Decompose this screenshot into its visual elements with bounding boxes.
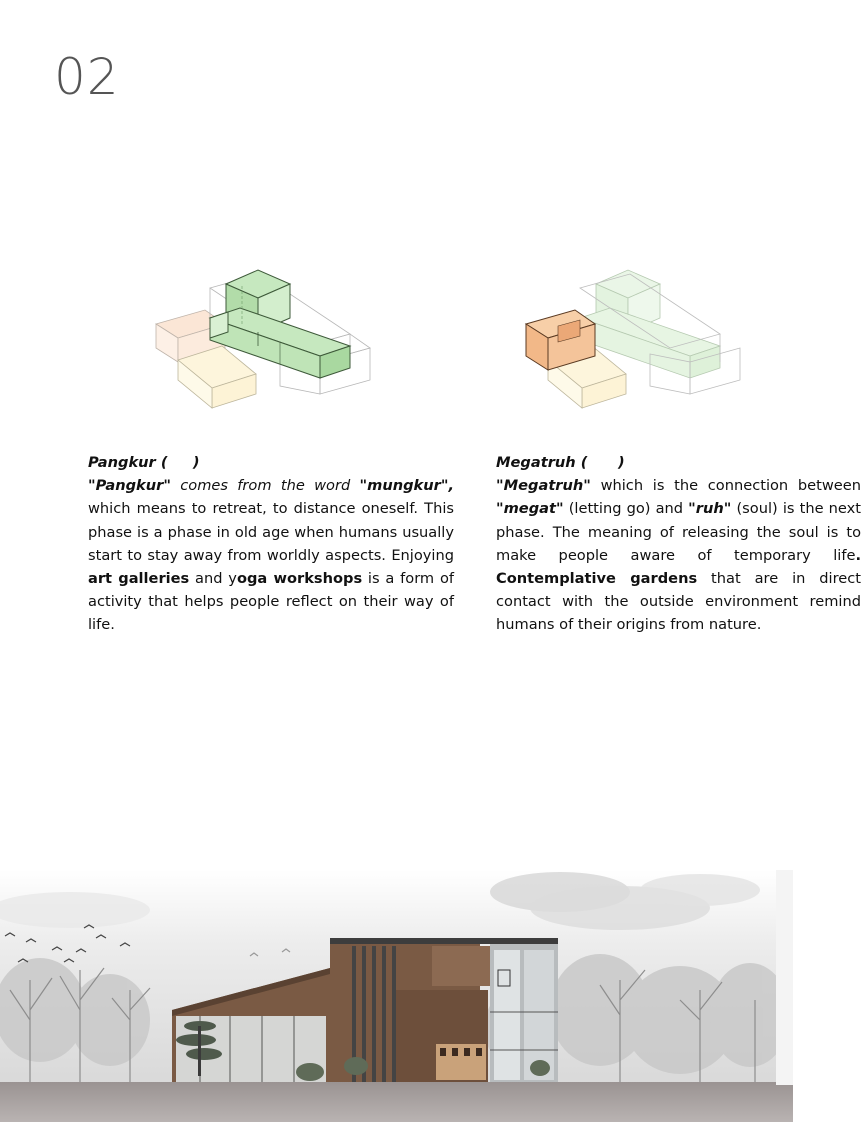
megatruh-massing-diagram — [520, 262, 750, 412]
megatruh-heading-name: Megatruh — [496, 454, 576, 471]
pangkur-paragraph — [88, 474, 454, 636]
megatruh-term: "Megatruh" — [496, 477, 591, 495]
megatruh-text-block — [496, 451, 861, 637]
pangkur-heading-close: ) — [192, 454, 200, 471]
megatruh-text-b: (letting go) and — [563, 500, 689, 518]
pangkur-term: "Pangkur" — [88, 477, 171, 495]
pangkur-text-block — [88, 451, 454, 637]
pangkur-heading-open: ( — [160, 454, 168, 471]
pangkur-text-b: which means to retreat, to distance oneself. This phase is a phase in old age when humans usually start to stay away from worldly aspects. Enjoying — [88, 500, 454, 564]
megatruh-text-c: (soul) is the next phase. The meaning of releasing the soul is to make people aware of temporary life — [496, 500, 861, 564]
page-number: 02 — [54, 48, 120, 106]
building-section-illustration — [0, 850, 793, 1122]
megat-term: "megat" — [496, 500, 564, 518]
ruh-term: "ruh" — [688, 500, 732, 518]
pangkur-text-d: is a form of activity that helps people reflect on their way of life. — [88, 570, 455, 634]
megatruh-heading — [496, 451, 861, 474]
pangkur-text-a: comes from the word — [170, 477, 360, 495]
art-galleries-term: art galleries — [88, 570, 190, 588]
mungkur-term: "mungkur", — [359, 477, 454, 495]
pangkur-massing-diagram — [150, 262, 380, 412]
contemplative-gardens-term: . Contemplative gardens — [496, 546, 861, 588]
megatruh-text-d: that are in direct contact with the outside environment remind humans of their origins from nature. — [496, 570, 861, 634]
pangkur-heading — [88, 451, 454, 474]
pangkur-heading-name: Pangkur — [88, 454, 156, 471]
pangkur-text-c: and y — [189, 570, 237, 588]
megatruh-text-a: which is the connection between — [590, 477, 861, 495]
megatruh-paragraph — [496, 474, 861, 636]
yoga-workshops-term: oga workshops — [236, 570, 363, 588]
megatruh-heading-open: ( — [580, 454, 588, 471]
megatruh-heading-close: ) — [617, 454, 625, 471]
